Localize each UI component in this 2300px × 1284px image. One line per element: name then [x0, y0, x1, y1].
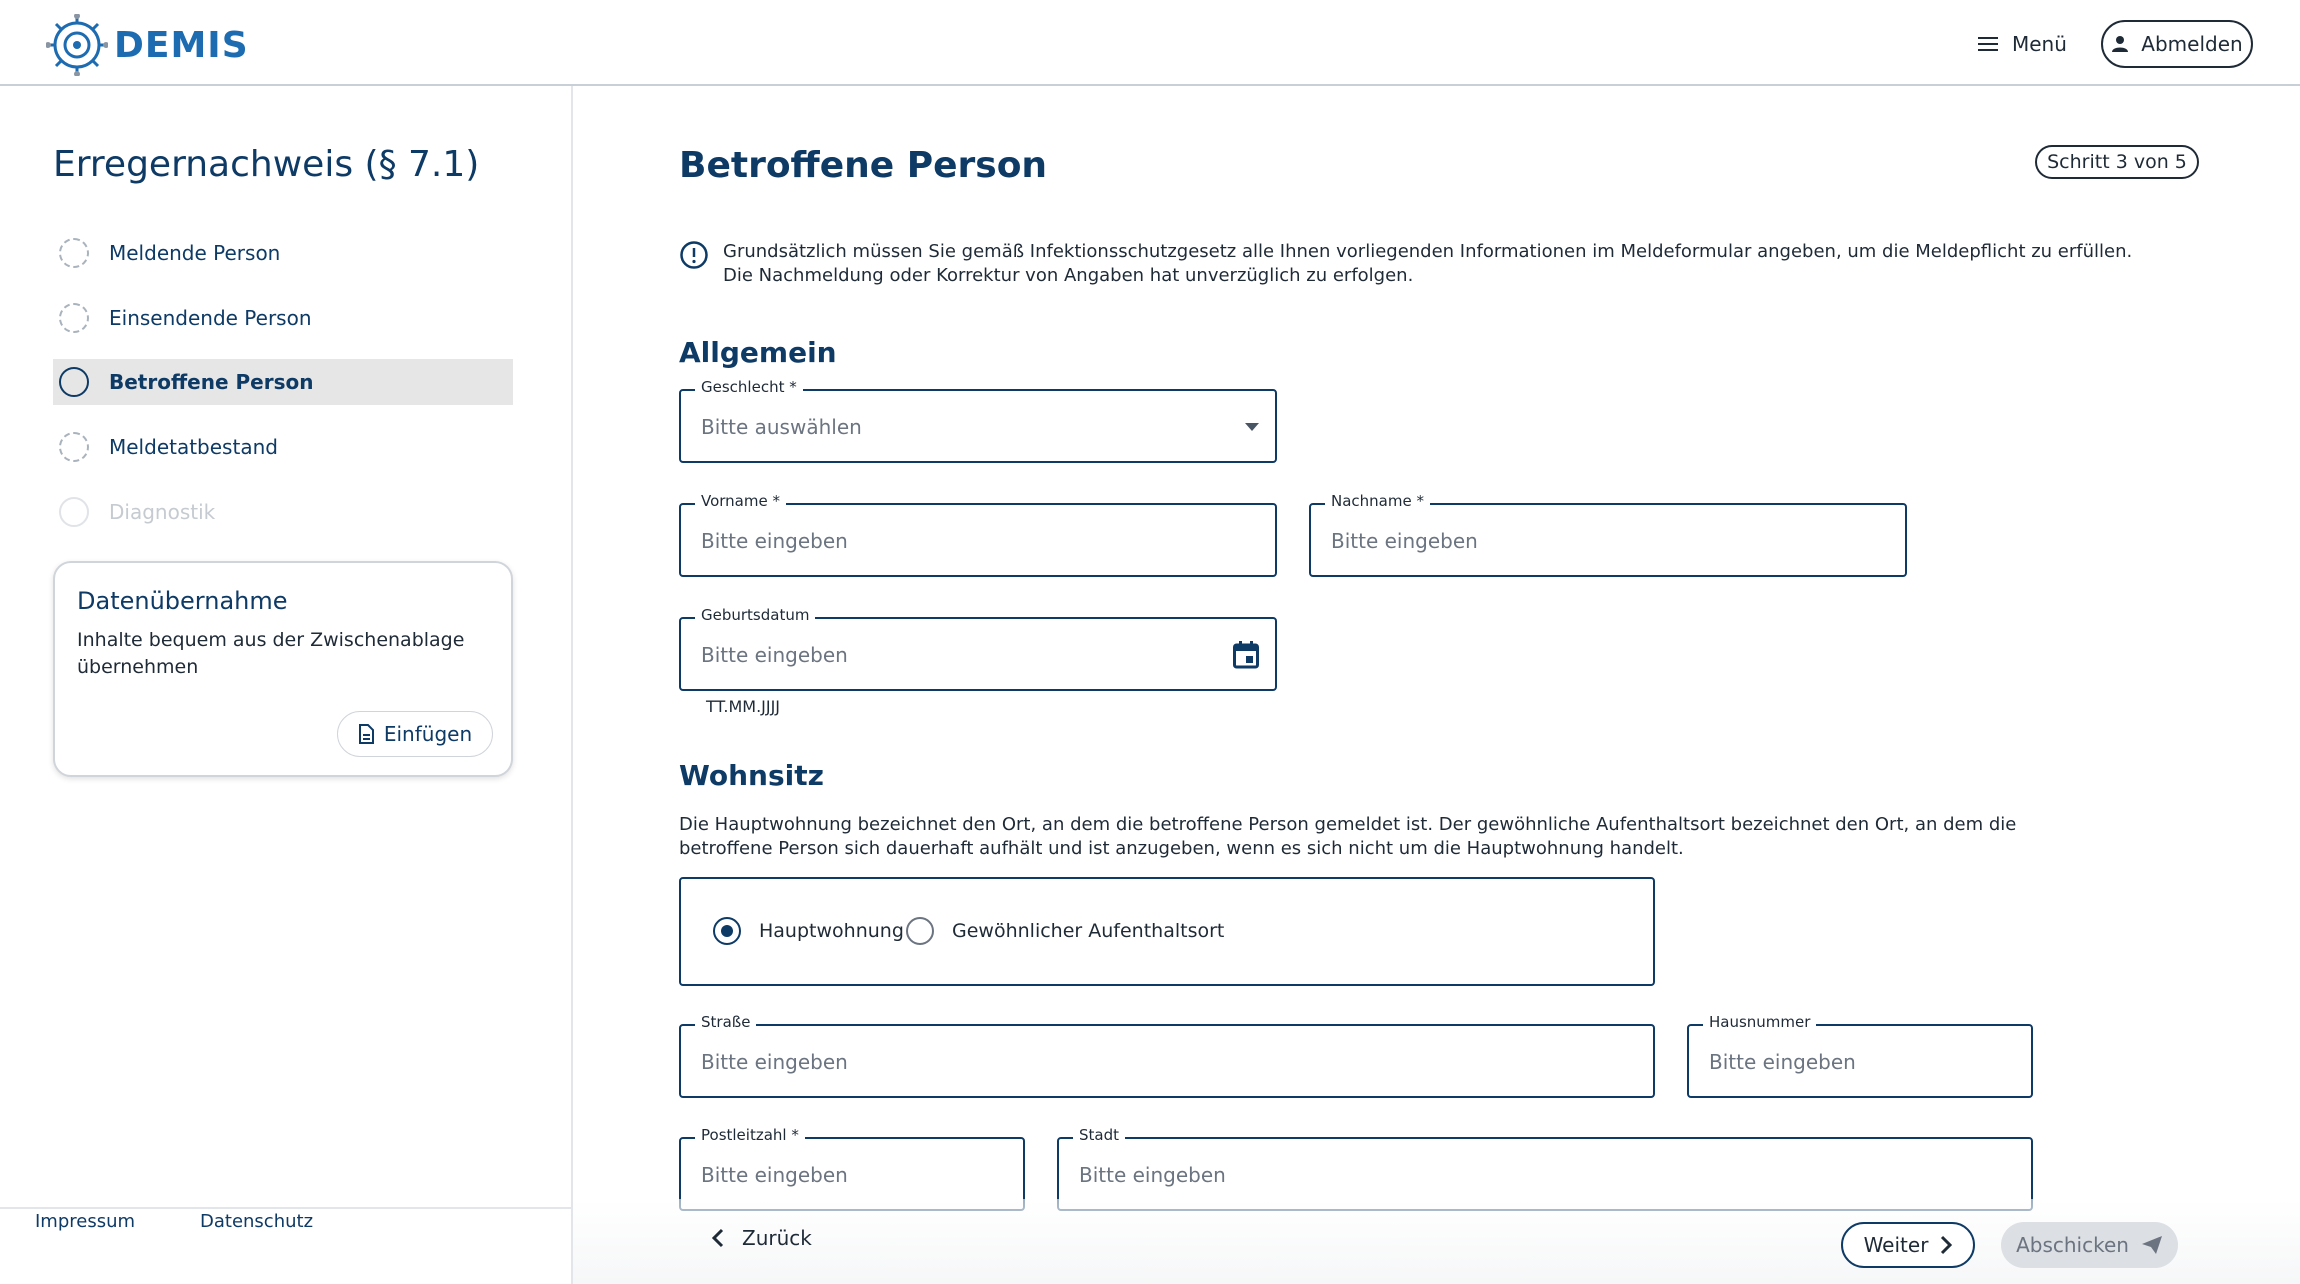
step-status-icon	[59, 432, 89, 462]
data-import-card	[53, 561, 513, 777]
postalcode-placeholder: Bitte eingeben	[701, 1163, 848, 1187]
next-label: Weiter	[1863, 1233, 1929, 1257]
card-text: Inhalte bequem aus der Zwischenablage übernehmen	[77, 629, 465, 678]
lastname-field[interactable]	[1309, 492, 1907, 577]
sidebar-item-betroffene-person[interactable]	[53, 359, 513, 405]
step-status-icon	[59, 238, 89, 268]
sidebar-item-meldetatbestand[interactable]	[53, 424, 513, 470]
submit-label: Abschicken	[2016, 1233, 2129, 1257]
street-placeholder: Bitte eingeben	[701, 1050, 848, 1074]
impressum-link[interactable]: Impressum	[35, 1211, 136, 1232]
firstname-placeholder: Bitte eingeben	[701, 529, 848, 553]
datenschutz-link[interactable]: Datenschutz	[200, 1211, 314, 1232]
postalcode-label: Postleitzahl *	[695, 1125, 805, 1145]
sidebar-item-einsendende-person[interactable]	[53, 295, 513, 341]
calendar-icon[interactable]	[1233, 641, 1259, 669]
logo-text: DEMIS	[114, 24, 249, 66]
step-status-icon	[59, 497, 89, 527]
info-notice	[679, 240, 2139, 288]
sidebar-item-label: Betroffene Person	[109, 370, 314, 394]
radio-hauptwohnung[interactable]	[713, 917, 904, 945]
lastname-label: Nachname *	[1325, 491, 1430, 511]
radio-gewoehnlicher-aufenthaltsort[interactable]	[906, 917, 1224, 945]
radio-unchecked-icon	[906, 917, 934, 945]
virus-logo-icon	[46, 14, 108, 76]
insert-button[interactable]	[337, 711, 493, 757]
card-title: Datenübernahme	[77, 587, 288, 615]
birthdate-field[interactable]	[679, 606, 1277, 691]
sidebar-item-diagnostik	[53, 489, 513, 535]
logout-label: Abmelden	[2141, 32, 2243, 56]
document-icon	[358, 724, 374, 744]
sidebar-item-label: Diagnostik	[109, 500, 216, 524]
firstname-label: Vorname *	[695, 491, 786, 511]
street-label: Straße	[695, 1012, 756, 1032]
chevron-left-icon	[712, 1228, 724, 1248]
city-placeholder: Bitte eingeben	[1079, 1163, 1226, 1187]
housenumber-placeholder: Bitte eingeben	[1709, 1050, 1856, 1074]
person-icon	[2111, 35, 2129, 53]
firstname-field[interactable]	[679, 492, 1277, 577]
sidebar-item-meldende-person[interactable]	[53, 230, 513, 276]
app-header	[0, 0, 2300, 86]
gender-placeholder: Bitte auswählen	[701, 415, 862, 439]
residence-type-radio-group	[679, 877, 1655, 986]
submit-button	[2001, 1222, 2178, 1268]
radio-label: Hauptwohnung	[759, 920, 904, 942]
step-badge: Schritt 3 von 5	[2035, 145, 2199, 179]
birthdate-format-hint: TT.MM.JJJJ	[706, 697, 781, 716]
step-status-icon	[59, 303, 89, 333]
lastname-placeholder: Bitte eingeben	[1331, 529, 1478, 553]
housenumber-label: Hausnummer	[1703, 1012, 1816, 1032]
sidebar-item-label: Meldende Person	[109, 241, 281, 265]
dropdown-arrow-icon	[1245, 423, 1259, 431]
city-label: Stadt	[1073, 1125, 1125, 1145]
back-label: Zurück	[742, 1226, 812, 1250]
hamburger-menu-icon	[1978, 36, 1998, 52]
radio-label: Gewöhnlicher Aufenthaltsort	[952, 920, 1225, 942]
radio-checked-icon	[713, 917, 741, 945]
page-title: Betroffene Person	[679, 145, 1048, 186]
info-icon	[679, 240, 709, 270]
sidebar-divider	[0, 1207, 571, 1209]
sidebar-item-label: Einsendende Person	[109, 306, 312, 330]
logout-button[interactable]	[2101, 20, 2253, 68]
send-icon	[2141, 1235, 2163, 1255]
section-title-residence: Wohnsitz	[679, 759, 824, 792]
sidebar-title: Erregernachweis (§ 7.1)	[53, 144, 480, 185]
street-field[interactable]	[679, 1013, 1655, 1098]
back-button[interactable]	[712, 1226, 812, 1250]
birthdate-placeholder: Bitte eingeben	[701, 643, 848, 667]
housenumber-field[interactable]	[1687, 1013, 2033, 1098]
section-title-general: Allgemein	[679, 336, 837, 369]
demis-logo[interactable]	[46, 14, 249, 76]
step-status-icon	[59, 367, 89, 397]
next-button[interactable]	[1841, 1222, 1975, 1268]
birthdate-label: Geburtsdatum	[695, 605, 815, 625]
residence-description: Die Hauptwohnung bezeichnet den Ort, an dem die betroffene Person gemeldet ist. Der gewöhnliche Aufenthaltsort bezeichnet den Ort, an dem die betroffene Person sich dauerhaft aufhält und ist anzugeben, wenn es sich nicht um die Hauptwohnung handelt.	[679, 814, 2017, 859]
menu-label: Menü	[2012, 32, 2067, 56]
sidebar	[0, 86, 573, 1284]
gender-select[interactable]	[679, 378, 1277, 463]
chevron-right-icon	[1940, 1235, 1952, 1255]
gender-label: Geschlecht *	[695, 377, 803, 397]
insert-label: Einfügen	[383, 722, 473, 746]
menu-button[interactable]	[1978, 26, 2067, 62]
info-text: Grundsätzlich müssen Sie gemäß Infektionsschutzgesetz alle Ihnen vorliegenden Informationen im Meldeformular angeben, um die Meldepflicht zu erfüllen. Die Nachmeldung oder Korrektur von Angaben hat unverzüglich zu erfolgen.	[723, 241, 2133, 286]
sidebar-item-label: Meldetatbestand	[109, 435, 278, 459]
